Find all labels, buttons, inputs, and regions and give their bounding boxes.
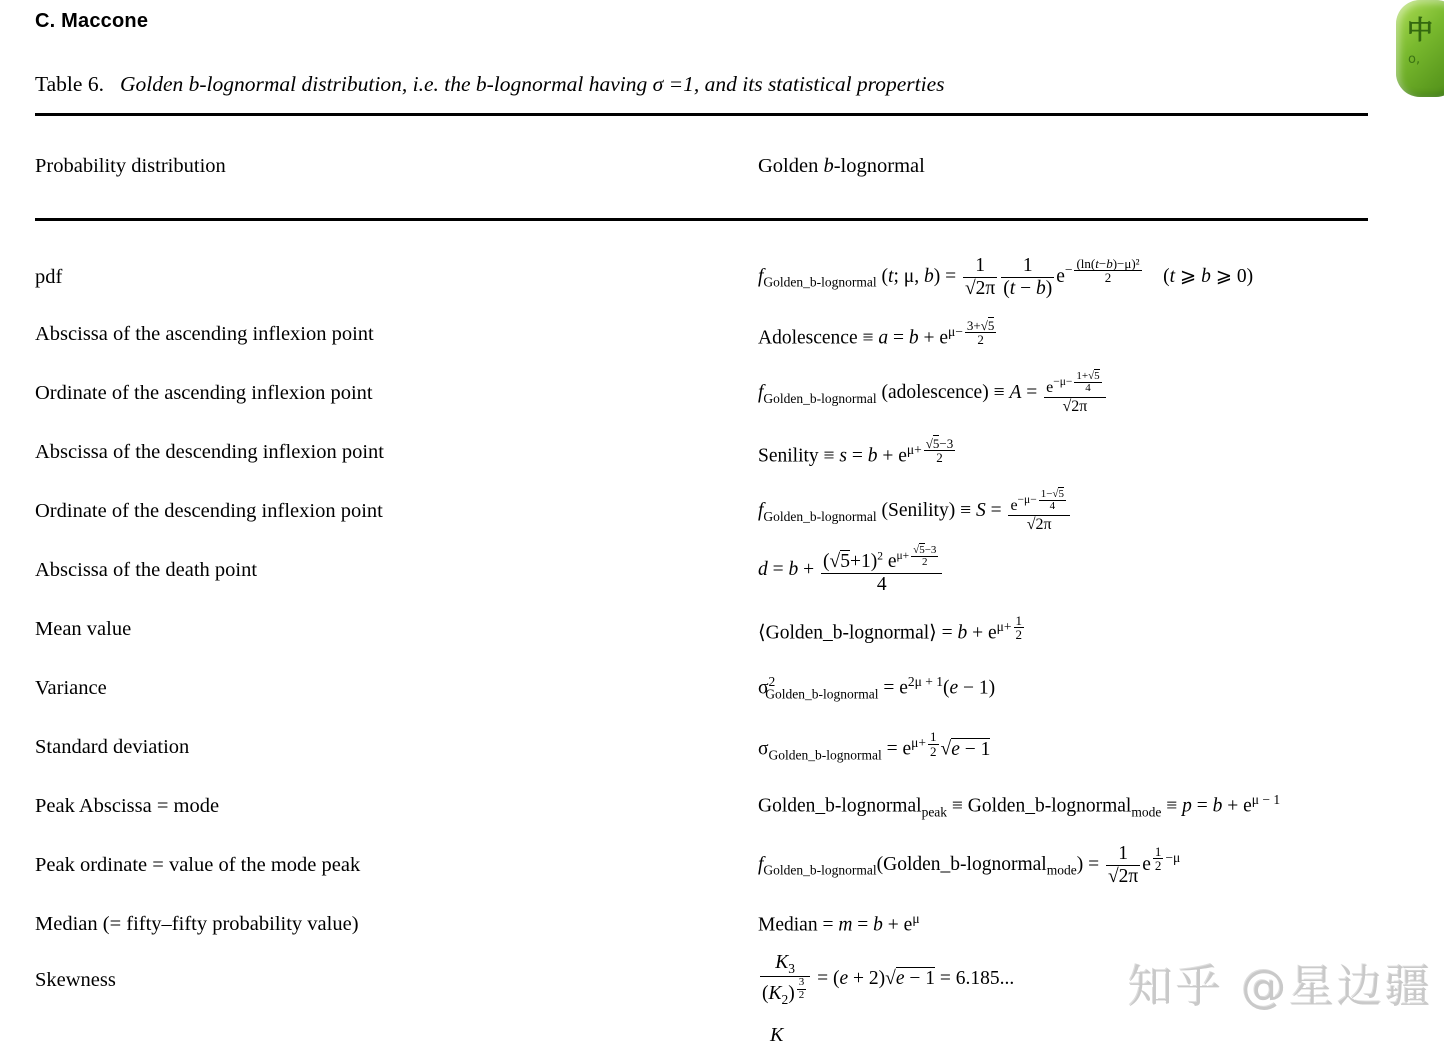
row-label: Abscissa of the ascending inflexion point bbox=[35, 322, 374, 345]
badge-small-mark: o, bbox=[1408, 52, 1421, 67]
author-name: C. Maccone bbox=[35, 10, 149, 32]
row-formula: $\sigma^2_{Golden\_b-lognormal} = e^{2\mu + 1}(e - 1)$ bbox=[758, 673, 996, 702]
table-caption-label: Table 6. bbox=[35, 72, 104, 96]
row-formula: $\sigma_{Golden\_b-lognormal} = e^{\mu+ \frac{1}{2}}$ √e − 1 bbox=[758, 729, 991, 763]
row-label: Abscissa of the death point bbox=[35, 558, 258, 581]
row-formula: d = b + $(√5+1)^2$ $e^{\mu+ \frac{√5-3}{2}}$ 4 bbox=[758, 545, 944, 596]
divider-top bbox=[35, 113, 1368, 116]
table-row-peak-abscissa bbox=[35, 774, 1434, 838]
row-formula: $f_{Golden\_b-lognormal}(Golden\_b-lognormal_{mode})$ = $\frac{1}{√2\pi}$ e $^{\frac{1}{2} -\mu}$ bbox=[758, 842, 1181, 887]
zhihu-watermark: 知乎 @星边疆 bbox=[1128, 960, 1434, 1013]
row-label: Peak ordinate = value of the mode peak bbox=[35, 853, 361, 876]
table-caption-text: Golden b-lognormal distribution, i.e. the b-lognormal having σ =1, and its statistical properties bbox=[119, 72, 945, 96]
row-formula: Median = $m = b + e^\mu$ bbox=[758, 911, 920, 936]
table-row-ordinate-descending bbox=[35, 479, 1434, 543]
row-formula: Golden_b-lognormal$_{peak}$ ≡ Golden_b-lognormal$_{mode}$ ≡ $p = b + e^{\mu - 1}$ bbox=[758, 791, 1281, 820]
row-label: Variance bbox=[35, 676, 107, 699]
table-row-standard-deviation bbox=[35, 715, 1434, 779]
row-formula: $f_{Golden\_b-lognormal}$ (adolescence) ≡ A = $e^{-\mu- \frac{1+√5}{4}}$ √2π bbox=[758, 371, 1108, 416]
row-label: Mean value bbox=[35, 617, 132, 640]
row-label: Standard deviation bbox=[35, 735, 190, 758]
table-row-abscissa-descending bbox=[35, 420, 1434, 484]
divider-header bbox=[35, 218, 1368, 221]
table-row-mean-value bbox=[35, 597, 1434, 661]
table-row-ordinate-ascending bbox=[35, 361, 1434, 425]
table-row-abscissa-death-point bbox=[35, 538, 1434, 602]
table-row-abscissa-ascending bbox=[35, 302, 1434, 366]
table-row-pdf bbox=[35, 245, 1434, 309]
column-header-probability-distribution: Probability distribution bbox=[35, 155, 226, 177]
table-row-variance bbox=[35, 656, 1434, 720]
row-label: Skewness bbox=[35, 968, 116, 991]
row-label: Ordinate of the descending inflexion point bbox=[35, 499, 383, 522]
table-caption bbox=[35, 72, 945, 97]
row-label: Abscissa of the descending inflexion point bbox=[35, 440, 385, 463]
row-formula: Senility ≡ $s = b + e^{\mu+ \frac{√5-3}{2}}$ bbox=[758, 435, 954, 467]
table-row-median bbox=[35, 892, 1434, 956]
next-row-cutoff-formula: K bbox=[770, 1024, 784, 1046]
row-formula: ⟨Golden_b-lognormal⟩ = $b + e^{\mu+ \frac{1}{2}}$ bbox=[758, 612, 1023, 644]
row-formula: $f_{Golden\_b-lognormal}$ (Senility) ≡ S = $e^{-\mu- \frac{1-√5}{4}}$ √2π bbox=[758, 489, 1072, 534]
row-label: Ordinate of the ascending inflexion point bbox=[35, 381, 373, 404]
row-formula: $f_{Golden\_b-lognormal}$ (t; μ, b) = $\frac{1}{√2\pi}$ $\frac{1}{(t - b)}$ $e^{- \frac{\text{(ln(t−b)−μ)²}}{2}}$ (t ⩾ b ⩾ 0) bbox=[758, 254, 1254, 299]
translate-plugin-badge[interactable] bbox=[1396, 0, 1444, 97]
chinese-char-icon: 中 bbox=[1407, 16, 1434, 46]
column-header-golden-b-lognormal: Golden b-lognormal bbox=[758, 155, 925, 177]
row-label: Peak Abscissa = mode bbox=[35, 794, 220, 817]
row-label: Median (= fifty–fifty probability value) bbox=[35, 912, 359, 935]
row-formula: $K_3$ $(K_2)$ $^{\frac{3}{2}}$ = (e + 2)√e − 1 = 6.185... bbox=[762, 952, 1015, 1008]
row-label: pdf bbox=[35, 265, 63, 288]
row-formula: Adolescence ≡ $a = b + e^{\mu- \frac{3+√5}{2}}$ bbox=[758, 317, 995, 349]
table-row-peak-ordinate bbox=[35, 833, 1434, 897]
